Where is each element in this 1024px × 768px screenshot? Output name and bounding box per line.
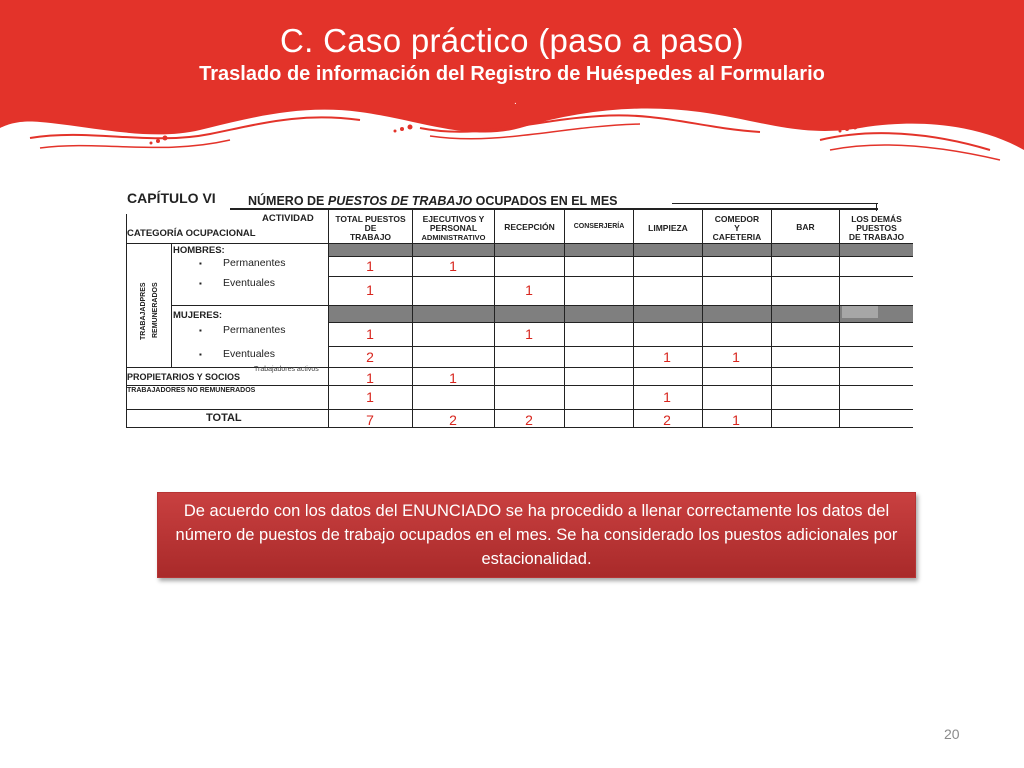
grid-v1 <box>328 210 329 428</box>
grid-v3 <box>494 210 495 428</box>
col-header-total: TOTAL PUESTOS DE TRABAJO <box>335 214 406 242</box>
propietarios-label: PROPIETARIOS Y SOCIOS <box>127 372 241 382</box>
grid-v2 <box>412 210 413 428</box>
mujeres-permanentes: Permanentes <box>223 324 286 336</box>
hombres-eventuales: Eventuales <box>223 277 275 289</box>
value-m-perm-col2: 1 <box>525 326 533 342</box>
value-total-col1: 2 <box>449 412 457 428</box>
col-header-bar: BAR <box>796 222 815 232</box>
value-total-col2: 2 <box>525 412 533 428</box>
value-no-remunerados-col4: 1 <box>663 389 671 405</box>
grid-v5 <box>633 210 634 428</box>
mujeres-label: MUJERES: <box>173 310 223 321</box>
slide-subtitle: Traslado de información del Registro de Huéspedes al Formulario <box>199 63 825 85</box>
heading-italic: PUESTOS DE TRABAJO <box>327 194 473 208</box>
value-m-event-col5: 1 <box>732 349 740 365</box>
value-m-perm-col0: 1 <box>366 326 374 342</box>
value-m-event-col0: 2 <box>366 349 374 365</box>
value-h-perm-col0: 1 <box>366 258 374 274</box>
bullet-4: ▪ <box>199 350 202 359</box>
value-propietarios-col0: 1 <box>366 370 374 386</box>
actividad-label: ACTIVIDAD <box>262 213 314 224</box>
grid-h2 <box>329 256 913 257</box>
grid-h1 <box>126 243 913 244</box>
trabajadores-activos: Trabajadores activos <box>254 366 319 373</box>
col-header-recepcion: RECEPCIÓN <box>504 222 555 232</box>
vertical-label-1: TRABAJADPRES <box>140 282 147 340</box>
heading-pre: NÚMERO DE <box>248 194 328 208</box>
vertical-label-2: REMUNERADOS <box>152 282 159 338</box>
grid-v0 <box>126 214 127 428</box>
hombres-label: HOMBRES: <box>173 245 225 256</box>
col-header-ejecutivos: EJECUTIVOS Y PERSONAL ADMINISTRATIVO <box>421 214 486 242</box>
mujeres-shade <box>329 305 913 322</box>
chapter-label: CAPÍTULO VI <box>127 190 216 206</box>
col-header-demas: LOS DEMÁS PUESTOS DE TRABAJO <box>848 214 905 242</box>
value-h-event-col0: 1 <box>366 282 374 298</box>
slide-title: C. Caso práctico (paso a paso) <box>280 22 744 59</box>
grid-h6 <box>329 346 913 347</box>
value-total-col5: 1 <box>732 412 740 428</box>
value-total-col0: 7 <box>366 412 374 428</box>
page-number: 20 <box>944 726 960 742</box>
hombres-shade <box>329 244 913 256</box>
grid-h8 <box>126 385 913 386</box>
grid-h3 <box>329 276 913 277</box>
value-total-col4: 2 <box>663 412 671 428</box>
heading-post: OCUPADOS EN EL MES <box>472 194 618 208</box>
heading-rule <box>672 203 878 204</box>
grid-v4 <box>564 210 565 428</box>
bullet-2: ▪ <box>199 279 202 288</box>
grid-v6 <box>702 210 703 428</box>
grid-v8 <box>839 210 840 428</box>
subtitle-dot: . <box>514 96 517 107</box>
value-h-perm-col1: 1 <box>449 258 457 274</box>
categoria-label: CATEGORÍA OCUPACIONAL <box>127 228 256 239</box>
bullet-1: ▪ <box>199 259 202 268</box>
callout-text: De acuerdo con los datos del ENUNCIADO se ha procedido a llenar correctamente los datos del número de puestos de trabajo ocupados en el mes. Se ha considerado los puestos adicionales por estacionalidad. <box>175 502 898 568</box>
grid-h5 <box>329 322 913 323</box>
mujeres-eventuales: Eventuales <box>223 348 275 360</box>
form-heading <box>248 194 618 208</box>
heading-rule-end <box>876 203 877 211</box>
bullet-3: ▪ <box>199 326 202 335</box>
total-label: TOTAL <box>206 412 242 424</box>
col-header-comedor: COMEDOR Y CAFETERIA <box>712 214 762 242</box>
grid-v-sub <box>171 243 172 368</box>
value-propietarios-col1: 1 <box>449 370 457 386</box>
hombres-permanentes: Permanentes <box>223 257 286 269</box>
grid-h9 <box>126 409 913 410</box>
col-header-limpieza: LIMPIEZA <box>648 223 688 233</box>
no-remunerados-label: TRABAJADORES NO REMUNERADOS <box>127 387 256 394</box>
grid-h4 <box>171 305 913 306</box>
grid-v7 <box>771 210 772 428</box>
value-h-event-col2: 1 <box>525 282 533 298</box>
mujeres-shade-light <box>842 306 878 318</box>
info-callout <box>157 492 916 578</box>
value-no-remunerados-col0: 1 <box>366 389 374 405</box>
grid-h7 <box>126 367 913 368</box>
value-m-event-col4: 1 <box>663 349 671 365</box>
col-header-conserjeria: CONSERJERÍA <box>573 223 625 230</box>
